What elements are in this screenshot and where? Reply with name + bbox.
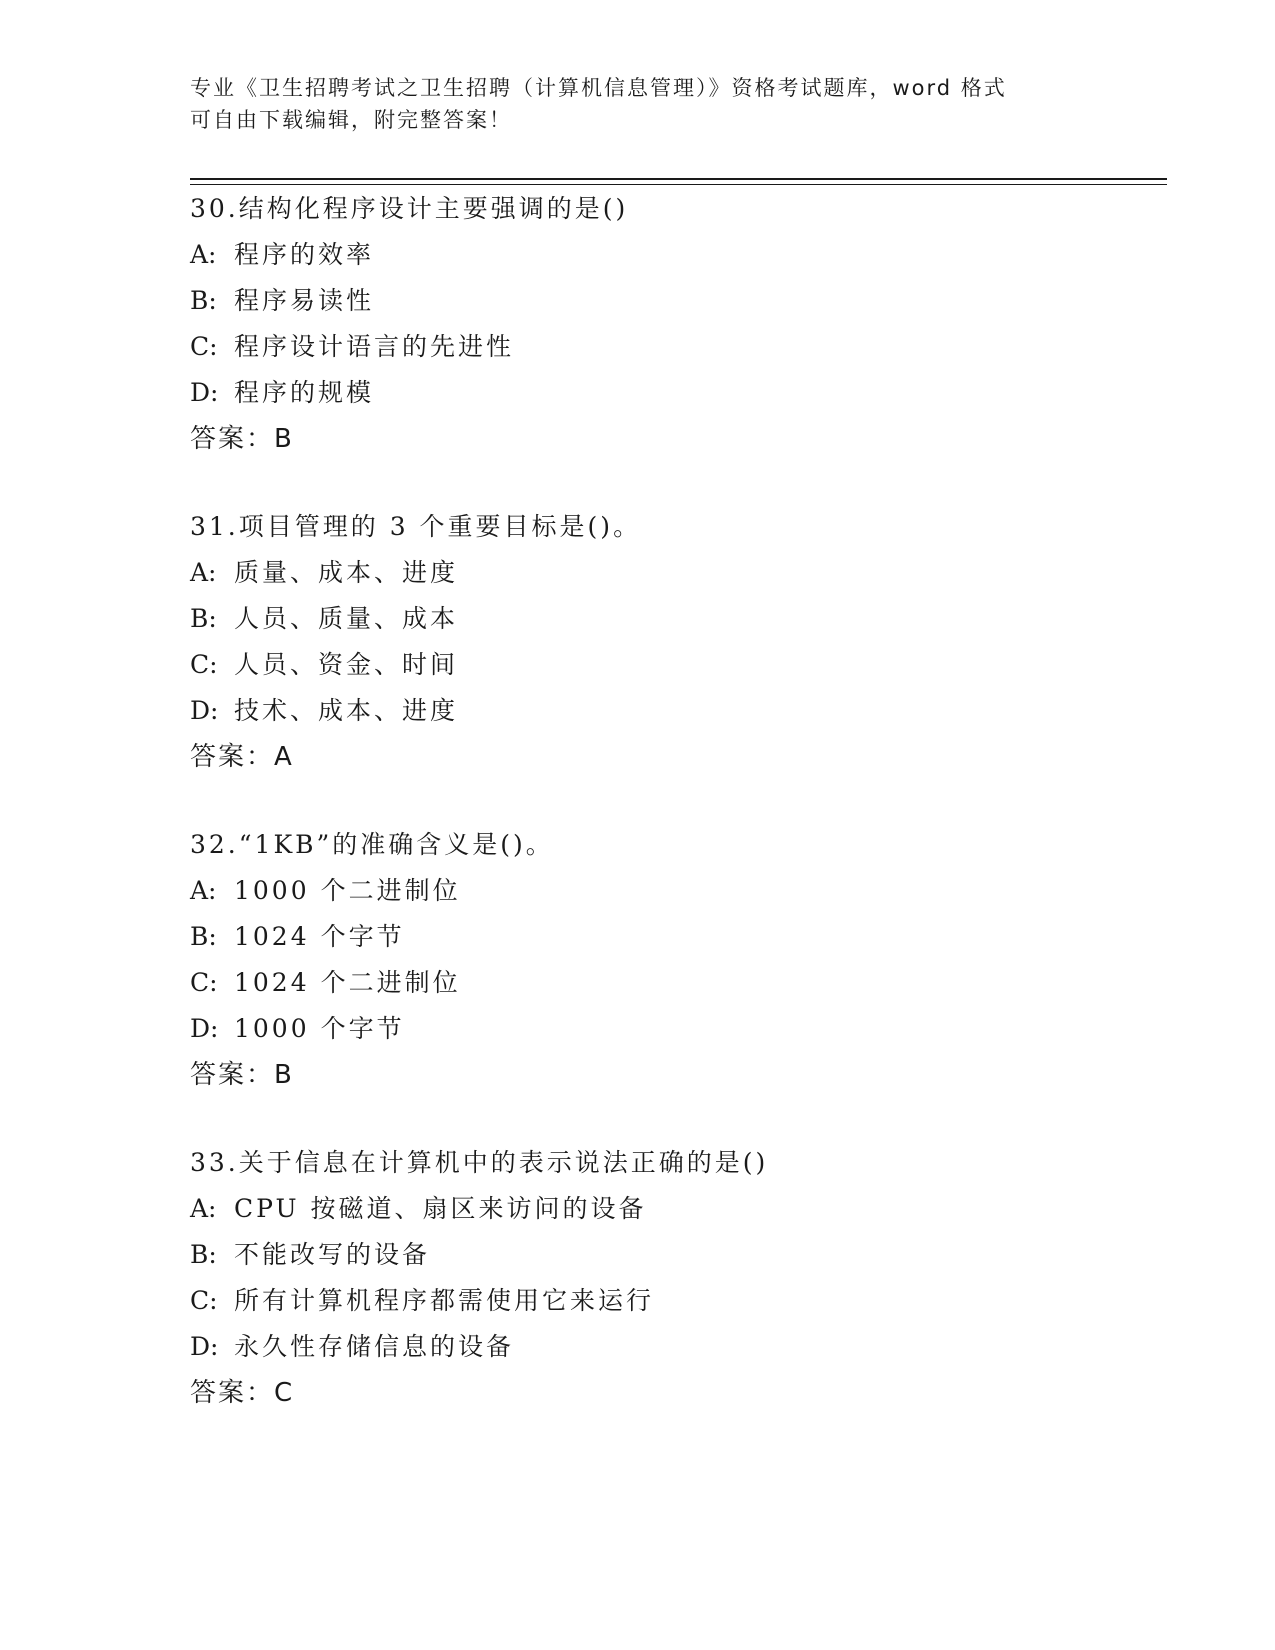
option-b — [190, 914, 1150, 960]
answer: 答案：C — [190, 1378, 295, 1408]
option-text: CPU 按磁道、扇区来访问的设备 — [234, 1194, 647, 1223]
answer: 答案：A — [190, 742, 294, 772]
option-d — [190, 1006, 1150, 1052]
option-text: 不能改写的设备 — [234, 1240, 431, 1269]
option-text: 程序易读性 — [234, 286, 375, 315]
option-prefix: A: — [190, 876, 217, 905]
option-text: 质量、成本、进度 — [234, 558, 459, 587]
option-prefix: A: — [190, 1194, 217, 1223]
option-text: 1000 个二进制位 — [234, 876, 461, 905]
option-text: 1024 个二进制位 — [234, 968, 461, 997]
option-a — [190, 232, 1150, 278]
option-prefix: C: — [190, 1286, 218, 1315]
option-text: 技术、成本、进度 — [234, 696, 459, 725]
option-b — [190, 278, 1150, 324]
option-a — [190, 1186, 1150, 1232]
document-header — [190, 72, 1090, 136]
option-c — [190, 324, 1150, 370]
option-text: 所有计算机程序都需使用它来运行 — [234, 1286, 655, 1315]
option-prefix: C: — [190, 332, 218, 361]
question-30 — [190, 186, 1150, 462]
option-text: 1000 个字节 — [234, 1014, 405, 1043]
option-prefix: A: — [190, 240, 217, 269]
option-text: 1024 个字节 — [234, 922, 405, 951]
option-prefix: C: — [190, 968, 218, 997]
option-prefix: D: — [190, 696, 219, 725]
question-title: 31.项目管理的 3 个重要目标是()。 — [190, 512, 642, 541]
header-line-2: 可自由下载编辑，附完整答案！ — [190, 108, 512, 132]
option-d — [190, 1324, 1150, 1370]
option-c — [190, 642, 1150, 688]
option-prefix: B: — [190, 604, 217, 633]
option-a — [190, 550, 1150, 596]
option-text: 程序设计语言的先进性 — [234, 332, 515, 361]
header-rule-thick — [190, 178, 1167, 180]
option-text: 程序的效率 — [234, 240, 375, 269]
question-title: 30.结构化程序设计主要强调的是() — [190, 194, 629, 223]
option-prefix: B: — [190, 1240, 217, 1269]
question-33 — [190, 1140, 1150, 1416]
option-prefix: C: — [190, 650, 218, 679]
option-prefix: A: — [190, 558, 217, 587]
header-rule-thin — [190, 184, 1167, 185]
question-title: 32.“1KB”的准确含义是()。 — [190, 830, 554, 859]
option-text: 永久性存储信息的设备 — [234, 1332, 515, 1361]
option-d — [190, 688, 1150, 734]
question-31 — [190, 504, 1150, 780]
option-prefix: D: — [190, 1332, 219, 1361]
option-text: 程序的规模 — [234, 378, 375, 407]
option-b — [190, 596, 1150, 642]
answer: 答案：B — [190, 1060, 294, 1090]
option-text: 人员、质量、成本 — [234, 604, 459, 633]
option-text: 人员、资金、时间 — [234, 650, 459, 679]
option-c — [190, 1278, 1150, 1324]
option-c — [190, 960, 1150, 1006]
answer: 答案：B — [190, 424, 294, 454]
option-a — [190, 868, 1150, 914]
header-line-1: 专业《卫生招聘考试之卫生招聘（计算机信息管理）》资格考试题库，word 格式 — [190, 76, 1007, 100]
option-prefix: D: — [190, 1014, 219, 1043]
option-d — [190, 370, 1150, 416]
question-32 — [190, 822, 1150, 1098]
option-b — [190, 1232, 1150, 1278]
option-prefix: B: — [190, 922, 217, 951]
question-title: 33.关于信息在计算机中的表示说法正确的是() — [190, 1148, 769, 1177]
option-prefix: B: — [190, 286, 217, 315]
option-prefix: D: — [190, 378, 219, 407]
